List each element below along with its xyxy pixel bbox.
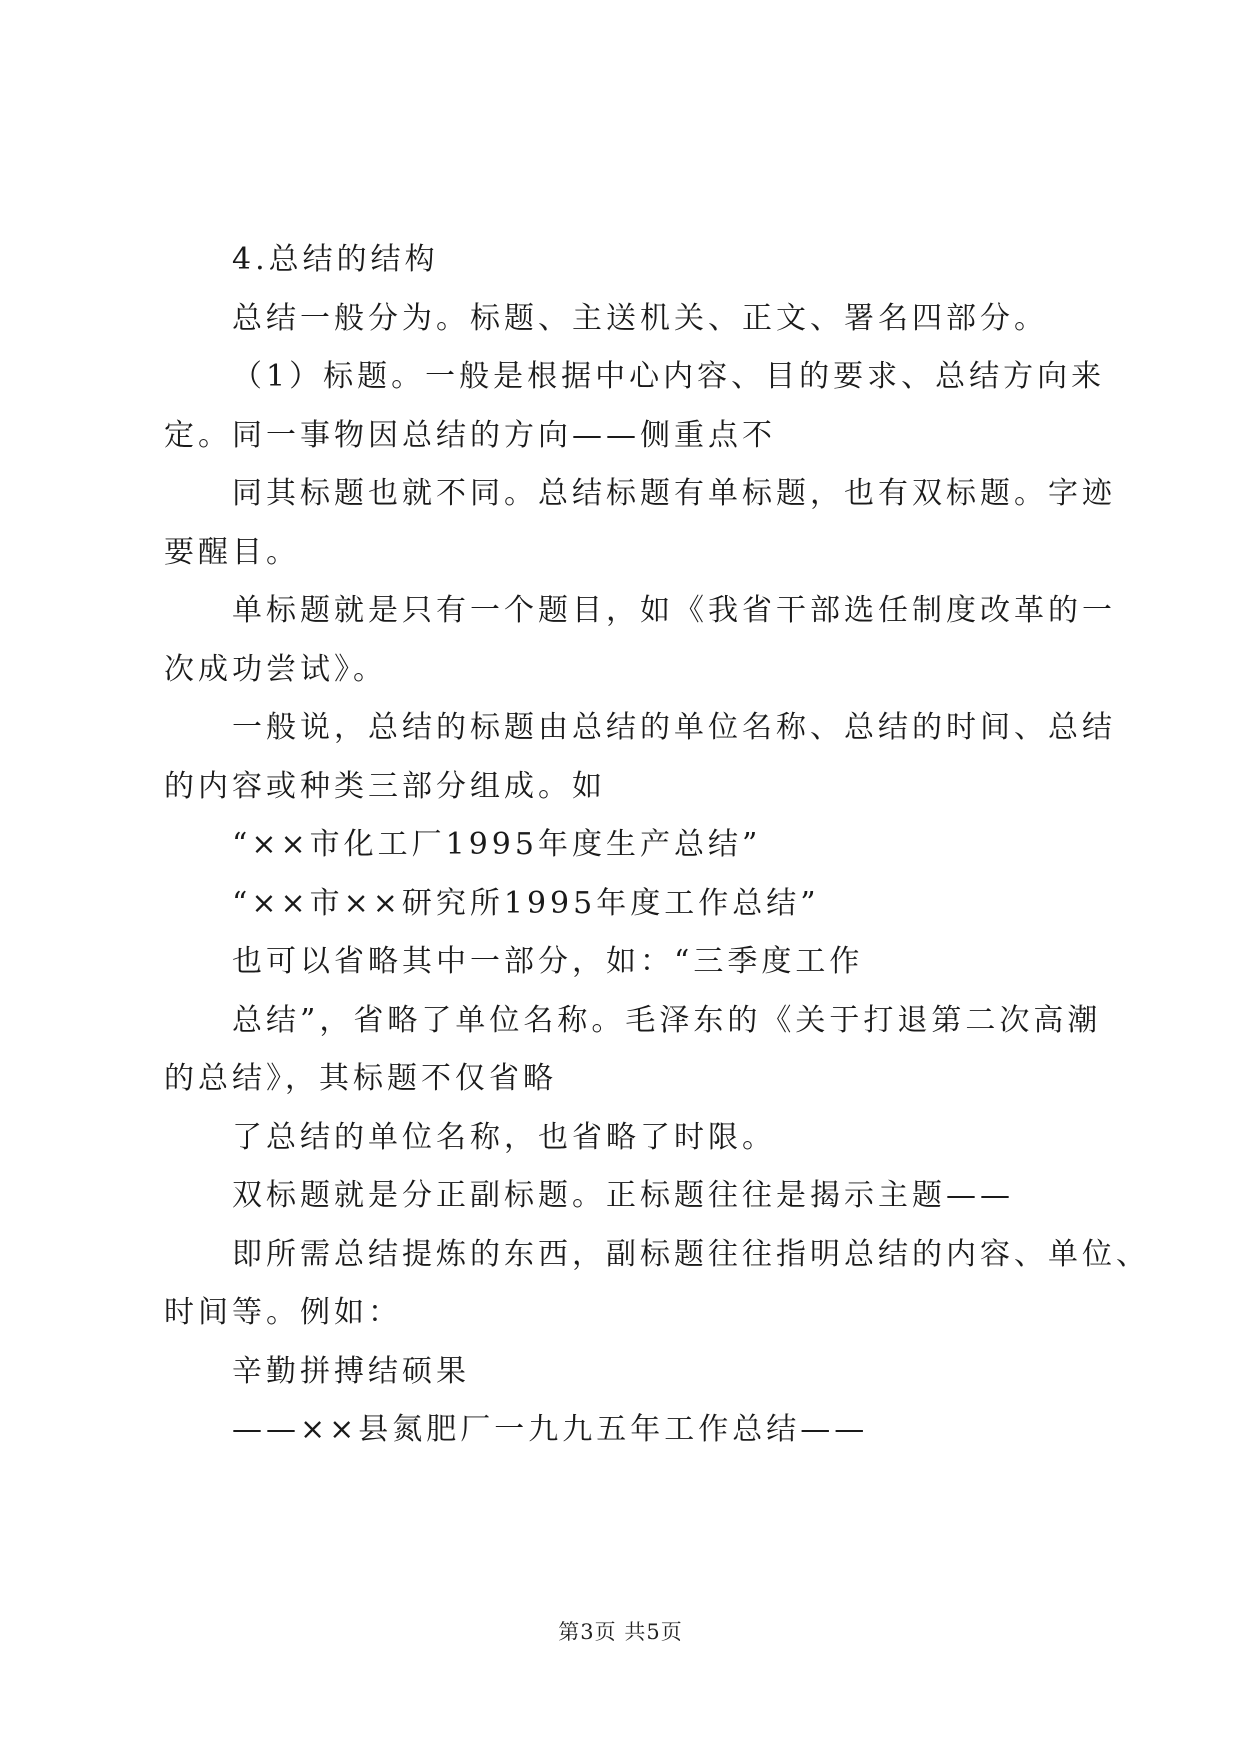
section-heading: 4.总结的结构: [232, 242, 439, 277]
example-main-title: 辛勤拼搏结硕果: [232, 1353, 470, 1389]
example-title-line: “××市化工厂1995年度生产总结”: [232, 827, 762, 862]
paragraph-line: 一般说，总结的标题由总结的单位名称、总结的时间、总结: [232, 710, 1116, 745]
paragraph-line: 要醒目。: [164, 534, 300, 570]
example-subtitle: ——××县氮肥厂一九九五年工作总结——: [232, 1412, 869, 1447]
paragraph-line: 总结”，省略了单位名称。毛泽东的《关于打退第二次高潮: [232, 1002, 1102, 1038]
paragraph-line: 的内容或种类三部分组成。如: [164, 768, 606, 804]
paragraph-line: 同其标题也就不同。总结标题有单标题，也有双标题。字迹: [232, 476, 1116, 511]
paragraph-line: 单标题就是只有一个题目，如《我省干部选任制度改革的一: [232, 593, 1116, 628]
example-title-line: “××市××研究所1995年度工作总结”: [232, 885, 820, 921]
paragraph-line: 也可以省略其中一部分，如：“三季度工作: [232, 944, 864, 979]
paragraph-line: （1）标题。一般是根据中心内容、目的要求、总结方向来: [232, 359, 1106, 394]
paragraph-line: 双标题就是分正副标题。正标题往往是揭示主题——: [232, 1178, 1014, 1213]
paragraph-line: 总结一般分为。标题、主送机关、正文、署名四部分。: [232, 300, 1048, 336]
page-number-footer: 第3页 共5页: [558, 1620, 683, 1644]
paragraph-line: 的总结》，其标题不仅省略: [164, 1061, 557, 1096]
paragraph-line: 时间等。例如：: [164, 1295, 402, 1330]
document-body: [164, 231, 1150, 1460]
paragraph-line: 了总结的单位名称，也省略了时限。: [232, 1119, 776, 1155]
paragraph-line: 即所需总结提炼的东西，副标题往往指明总结的内容、单位、: [232, 1236, 1150, 1272]
paragraph-line: 次成功尝试》。: [164, 651, 387, 687]
paragraph-line: 定。同一事物因总结的方向——侧重点不: [164, 417, 776, 453]
